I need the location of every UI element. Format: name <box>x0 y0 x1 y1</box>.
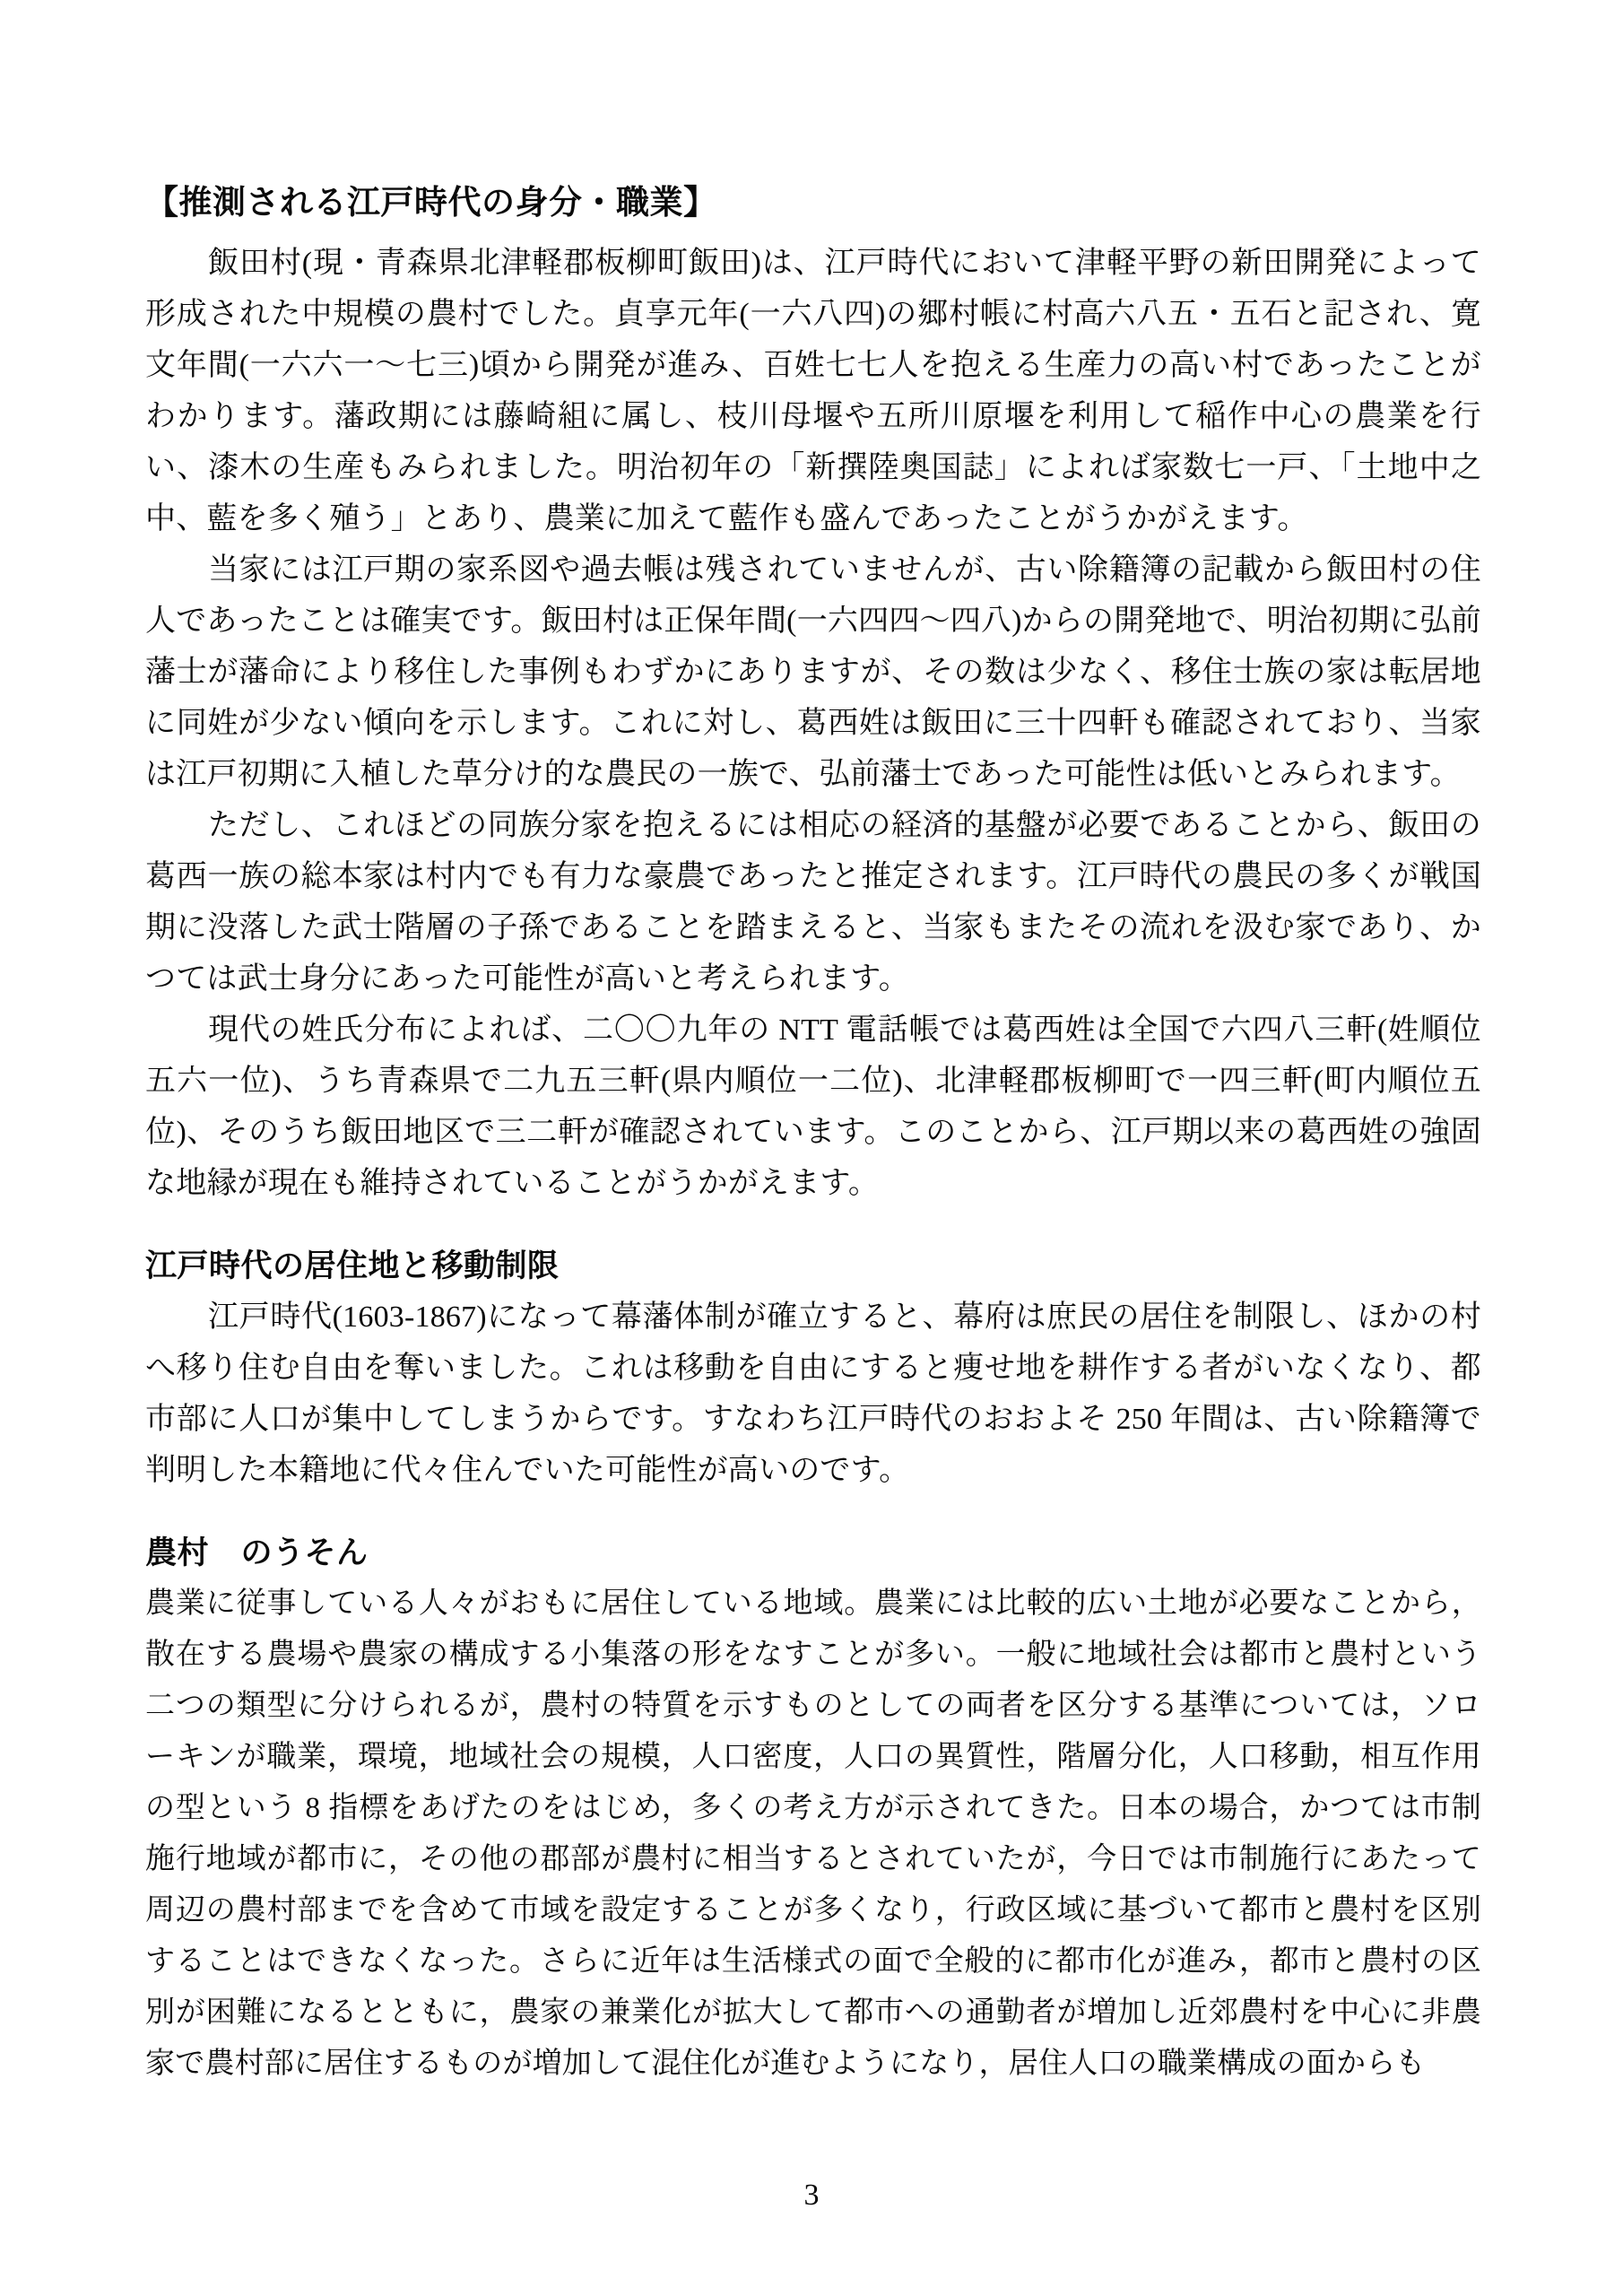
paragraph-kasai-clan-status: ただし、これほどの同族分家を抱えるには相応の経済的基盤が必要であることから、飯田の葛西一族の総本家は村内でも有力な豪農であったと推定されます。江戸時代の農民の多くが戦国期に没落した武士階層の子孫であることを踏まえると、当家もまたその流れを汲む家であり、かつては武士身分にあった可能性が高いと考えられます。 <box>145 809 1481 996</box>
section-heading-edo-residence-restriction: 江戸時代の居住地と移動制限 <box>145 1248 560 1283</box>
section-heading-nouson: 農村 のうそん <box>145 1535 369 1570</box>
page-number: 3 <box>803 2179 820 2212</box>
paragraph-surname-distribution: 現代の姓氏分布によれば、二〇〇九年の NTT 電話帳では葛西姓は全国で六四八三軒(姓順位五六一位)、うち青森県で二九五三軒(県内順位一二位)、北津軽郡板柳町で一四三軒(町内順位五位)、そのうち飯田地区で三二軒が確認されています。このことから、江戸期以来の葛西姓の強固な地縁が現在も維持されていることがうかがえます。 <box>145 1013 1481 1200</box>
paragraph-family-register-evidence: 当家には江戸期の家系図や過去帳は残されていませんが、古い除籍簿の記載から飯田村の住人であったことは確実です。飯田村は正保年間(一六四四〜四八)からの開発地で、明治初期に弘前藩士が藩命により移住した事例もわずかにありますが、その数は少なく、移住士族の家は転居地に同姓が少ない傾向を示します。これに対し、葛西姓は飯田に三十四軒も確認されており、当家は江戸初期に入植した草分け的な農民の一族で、弘前藩士であった可能性は低いとみられます。 <box>145 553 1481 791</box>
paragraph-nouson-definition: 農業に従事している人々がおもに居住している地域。農業には比較的広い土地が必要なことから，散在する農場や農家の構成する小集落の形をなすことが多い。一般に地域社会は都市と農村という二つの類型に分けられるが，農村の特質を示すものとしての両者を区分する基準については，ソローキンが職業，環境，地域社会の規模，人口密度，人口の異質性，階層分化，人口移動，相互作用の型という 8 指標をあげたのをはじめ，多くの考え方が示されてきた。日本の場合，かつては市制施行地域が都市に，その他の郡部が農村に相当するとされていたが，今日では市制施行にあたって周辺の農村部までを含めて市域を設定することが多くなり，行政区域に基づいて都市と農村を区別することはできなくなった。さらに近年は生活様式の面で全般的に都市化が進み，都市と農村の区別が困難になるとともに，農家の兼業化が拡大して都市への通勤者が増加し近郊農村を中心に非農家で農村部に居住するものが増加して混住化が進むようになり，居住人口の職業構成の面からも <box>145 1587 1481 2080</box>
paragraph-residence-restriction: 江戸時代(1603-1867)になって幕藩体制が確立すると、幕府は庶民の居住を制限し、ほかの村へ移り住む自由を奪いました。これは移動を自由にすると痩せ地を耕作する者がいなくなり、都市部に人口が集中してしまうからです。すなわち江戸時代のおおよそ 250 年間は、古い除籍簿で判明した本籍地に代々住んでいた可能性が高いのです。 <box>145 1300 1481 1487</box>
paragraph-iida-village-overview: 飯田村(現・青森県北津軽郡板柳町飯田)は、江戸時代において津軽平野の新田開発によって形成された中規模の農村でした。貞享元年(一六八四)の郷村帳に村高六八五・五石と記され、寛文年間(一六六一〜七三)頃から開発が進み、百姓七七人を抱える生産力の高い村であったことがわかります。藩政期には藤崎組に属し、枝川母堰や五所川原堰を利用して稲作中心の農業を行い、漆木の生産もみられました。明治初年の「新撰陸奥国誌」によれば家数七一戸、「土地中之中、藍を多く殖う」とあり、農業に加えて藍作も盛んであったことがうかがえます。 <box>145 247 1481 535</box>
section-heading-estimated-edo-status: 【推測される江戸時代の身分・職業】 <box>145 185 717 222</box>
